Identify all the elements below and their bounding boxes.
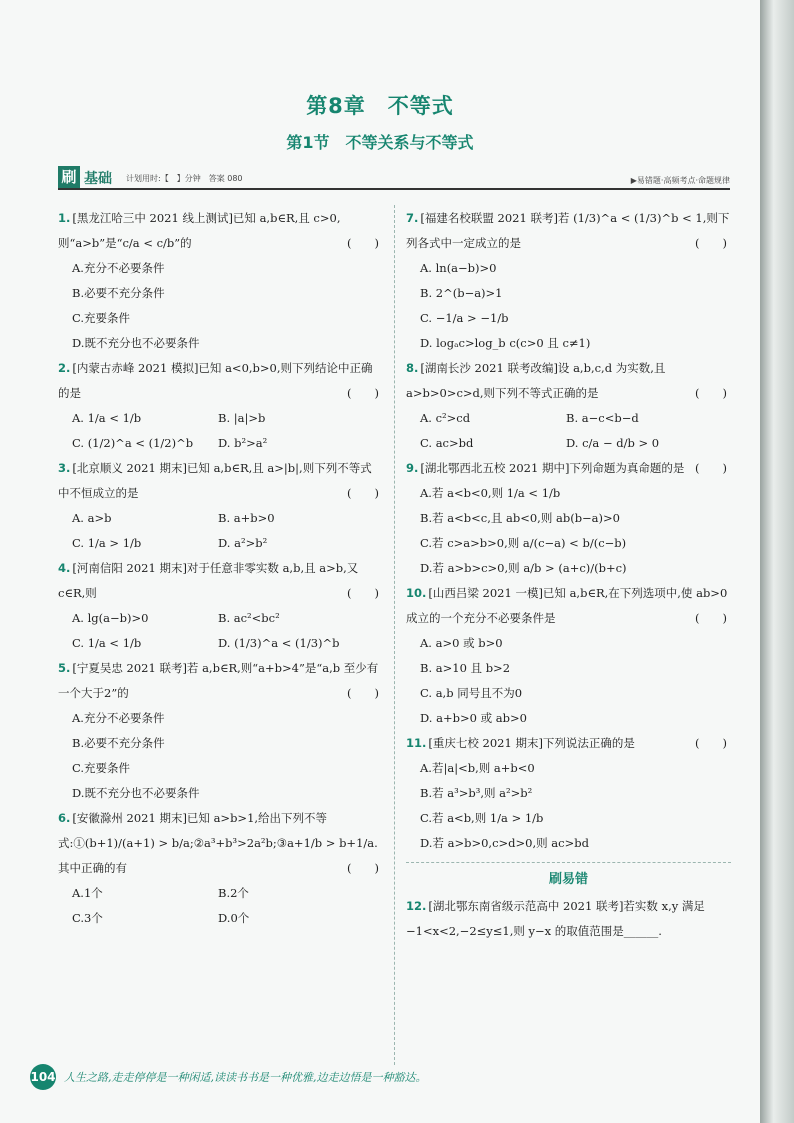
question-number: 6. (58, 811, 71, 825)
answer-option: C. 1/a > 1/b (72, 536, 142, 550)
question-item (58, 356, 383, 456)
answer-option: B.若 a³>b³,则 a²>b² (420, 786, 533, 800)
footer-motto: 人生之路,走走停停是一种闲适,读读书书是一种优雅,边走边悟是一种豁达。 (64, 1071, 427, 1084)
answer-paren: ( ) (347, 861, 379, 875)
question-stem (406, 356, 731, 406)
answer-paren: ( ) (347, 586, 379, 600)
bar-title: 基础 (84, 171, 112, 187)
answer-option: C.3个 (72, 911, 103, 925)
question-text: [山西吕梁 2021 一模]已知 a,b∈R,在下列选项中,使 ab>0 成立的一个充分不必要条件是 (406, 586, 728, 625)
answer-option: A.若 a<b<0,则 1/a < 1/b (420, 486, 561, 500)
question-number: 3. (58, 461, 71, 475)
question-text: [湖北鄂西北五校 2021 期中]下列命题为真命题的是 (420, 461, 685, 475)
answer-paren: ( ) (347, 686, 379, 700)
answer-option: D.0个 (218, 911, 250, 925)
answer-option: D. a+b>0 或 ab>0 (420, 711, 527, 725)
answer-option: A.充分不必要条件 (72, 261, 165, 275)
answer-option: D.若 a>b>c>0,则 a/b > (a+c)/(b+c) (420, 561, 627, 575)
answer-option: A. ln(a−b)>0 (420, 261, 497, 275)
question-item (58, 806, 383, 931)
question-number: 4. (58, 561, 71, 575)
answer-paren: ( ) (695, 611, 727, 625)
question-number: 1. (58, 211, 71, 225)
option-row (58, 506, 383, 531)
answer-option: B.若 a<b<c,且 ab<0,则 ab(b−a)>0 (420, 511, 620, 525)
question-stem (406, 731, 731, 756)
answer-option: A. a>b (72, 511, 112, 525)
answer-option: B. a−c<b−d (566, 411, 639, 425)
question-item (406, 731, 731, 856)
question-item (58, 556, 383, 656)
answer-option: A.充分不必要条件 (72, 711, 165, 725)
answer-option: A. 1/a < 1/b (72, 411, 142, 425)
question-stem (406, 581, 731, 631)
answer-option: D.若 a>b>0,c>d>0,则 ac>bd (420, 836, 589, 850)
question-item (406, 206, 731, 356)
option-row (406, 431, 731, 456)
question-text: [北京顺义 2021 期末]已知 a,b∈R,且 a>|b|,则下列不等式中不恒成立的是 (58, 461, 372, 500)
section-title: 第1节 不等关系与不等式 (286, 133, 474, 152)
answer-paren: ( ) (695, 461, 727, 475)
answer-option: A.若|a|<b,则 a+b<0 (420, 761, 535, 775)
question-text: [内蒙古赤峰 2021 模拟]已知 a<0,b>0,则下列结论中正确的是 (58, 361, 373, 400)
answer-option: D. c/a − d/b > 0 (566, 436, 660, 450)
question-number: 7. (406, 211, 419, 225)
answer-paren: ( ) (695, 736, 727, 750)
right-column (406, 206, 731, 944)
answer-option: B. a+b>0 (218, 511, 275, 525)
page-number: 104 (30, 1064, 56, 1090)
option-row (58, 906, 383, 931)
answer-option: B. a>10 且 b>2 (420, 661, 511, 675)
answer-option: D. b²>a² (218, 436, 268, 450)
question-stem (406, 206, 731, 256)
question-stem (58, 556, 383, 606)
question-item (406, 356, 731, 456)
answer-option: C. (1/2)^a < (1/2)^b (72, 436, 194, 450)
plan-time: 计划用时:【 】分钟 答案 080 (126, 174, 243, 183)
answer-option: C.充要条件 (72, 761, 131, 775)
question-stem (406, 456, 731, 481)
question-item (58, 206, 383, 356)
question-number: 11. (406, 736, 427, 750)
answer-option: D. logₐc>log_b c(c>0 且 c≠1) (420, 336, 591, 350)
answer-option: A.1个 (72, 886, 103, 900)
answer-option: B.必要不充分条件 (72, 736, 165, 750)
question-number: 8. (406, 361, 419, 375)
question-item (58, 656, 383, 806)
question-text: [黑龙江哈三中 2021 线上测试]已知 a,b∈R,且 c>0,则“a>b”是“c/a < c/b”的 (58, 211, 341, 250)
question-text: [福建名校联盟 2021 联考]若 (1/3)^a < (1/3)^b < 1,则下列各式中一定成立的是 (406, 211, 730, 250)
question-text: [重庆七校 2021 期末]下列说法正确的是 (428, 736, 635, 750)
mistake-section-heading: 刷易错 (406, 862, 731, 892)
answer-option: A. c²>cd (420, 411, 471, 425)
answer-option: B. |a|>b (218, 411, 266, 425)
question-stem (58, 806, 383, 881)
answer-option: C.若 a<b,则 1/a > 1/b (420, 811, 544, 825)
answer-option: B.必要不充分条件 (72, 286, 165, 300)
question-text: [河南信阳 2021 期末]对于任意非零实数 a,b,且 a>b,又 c∈R,则 (58, 561, 359, 600)
option-row (58, 406, 383, 431)
answer-option: C.若 c>a>b>0,则 a/(c−a) < b/(c−b) (420, 536, 627, 550)
answer-paren: ( ) (695, 236, 727, 250)
question-number: 10. (406, 586, 427, 600)
left-column (58, 206, 383, 931)
question-number: 9. (406, 461, 419, 475)
option-row (58, 606, 383, 631)
question-text: [湖北鄂东南省级示范高中 2021 联考]若实数 x,y 满足 −1<x<2,−2≤y≤1,则 y−x 的取值范围是______. (406, 899, 705, 938)
brush-mark: 刷 (58, 166, 80, 188)
chapter-title: 第8章 不等式 (306, 94, 454, 118)
answer-option: B.2个 (218, 886, 249, 900)
question-text: [宁夏吴忠 2021 联考]若 a,b∈R,则“a+b>4”是“a,b 至少有一个大于2”的 (58, 661, 379, 700)
book-spine (760, 0, 794, 1123)
option-row (58, 431, 383, 456)
option-row (58, 631, 383, 656)
column-divider (394, 205, 395, 1065)
answer-paren: ( ) (695, 386, 727, 400)
question-stem (58, 656, 383, 706)
option-row (58, 531, 383, 556)
answer-option: D. (1/3)^a < (1/3)^b (218, 636, 340, 650)
question-item (406, 456, 731, 581)
question-item (58, 456, 383, 556)
answer-option: D.既不充分也不必要条件 (72, 336, 200, 350)
answer-option: A. lg(a−b)>0 (72, 611, 149, 625)
question-item (406, 894, 731, 944)
question-number: 5. (58, 661, 71, 675)
question-text: [安徽滁州 2021 期末]已知 a>b>1,给出下列不等式:①(b+1)/(a+1) > b/a;②a³+b³>2a²b;③a+1/b > b+1/a.其中正确的有 (58, 811, 378, 875)
question-number: 2. (58, 361, 71, 375)
question-stem (58, 456, 383, 506)
answer-option: D. a²>b² (218, 536, 268, 550)
answer-option: C. 1/a < 1/b (72, 636, 142, 650)
answer-option: D.既不充分也不必要条件 (72, 786, 200, 800)
answer-option: C. a,b 同号且不为0 (420, 686, 523, 700)
answer-option: C. ac>bd (420, 436, 474, 450)
question-text: [湖南长沙 2021 联考改编]设 a,b,c,d 为实数,且 a>b>0>c>d,则下列不等式正确的是 (406, 361, 666, 400)
answer-option: B. 2^(b−a)>1 (420, 286, 503, 300)
page-footer (30, 1064, 730, 1090)
question-item (406, 581, 731, 731)
option-row (58, 881, 383, 906)
answer-option: C.充要条件 (72, 311, 131, 325)
answer-option: C. −1/a > −1/b (420, 311, 509, 325)
option-row (406, 406, 731, 431)
question-stem (58, 356, 383, 406)
answer-option: A. a>0 或 b>0 (420, 636, 503, 650)
answer-paren: ( ) (347, 386, 379, 400)
answer-paren: ( ) (347, 486, 379, 500)
section-bar (58, 166, 730, 190)
answer-paren: ( ) (347, 236, 379, 250)
answer-option: B. ac²<bc² (218, 611, 280, 625)
bar-tags: ▶易错题·高频考点·命题规律 (630, 176, 730, 185)
question-stem (58, 206, 383, 256)
question-number: 12. (406, 899, 427, 913)
